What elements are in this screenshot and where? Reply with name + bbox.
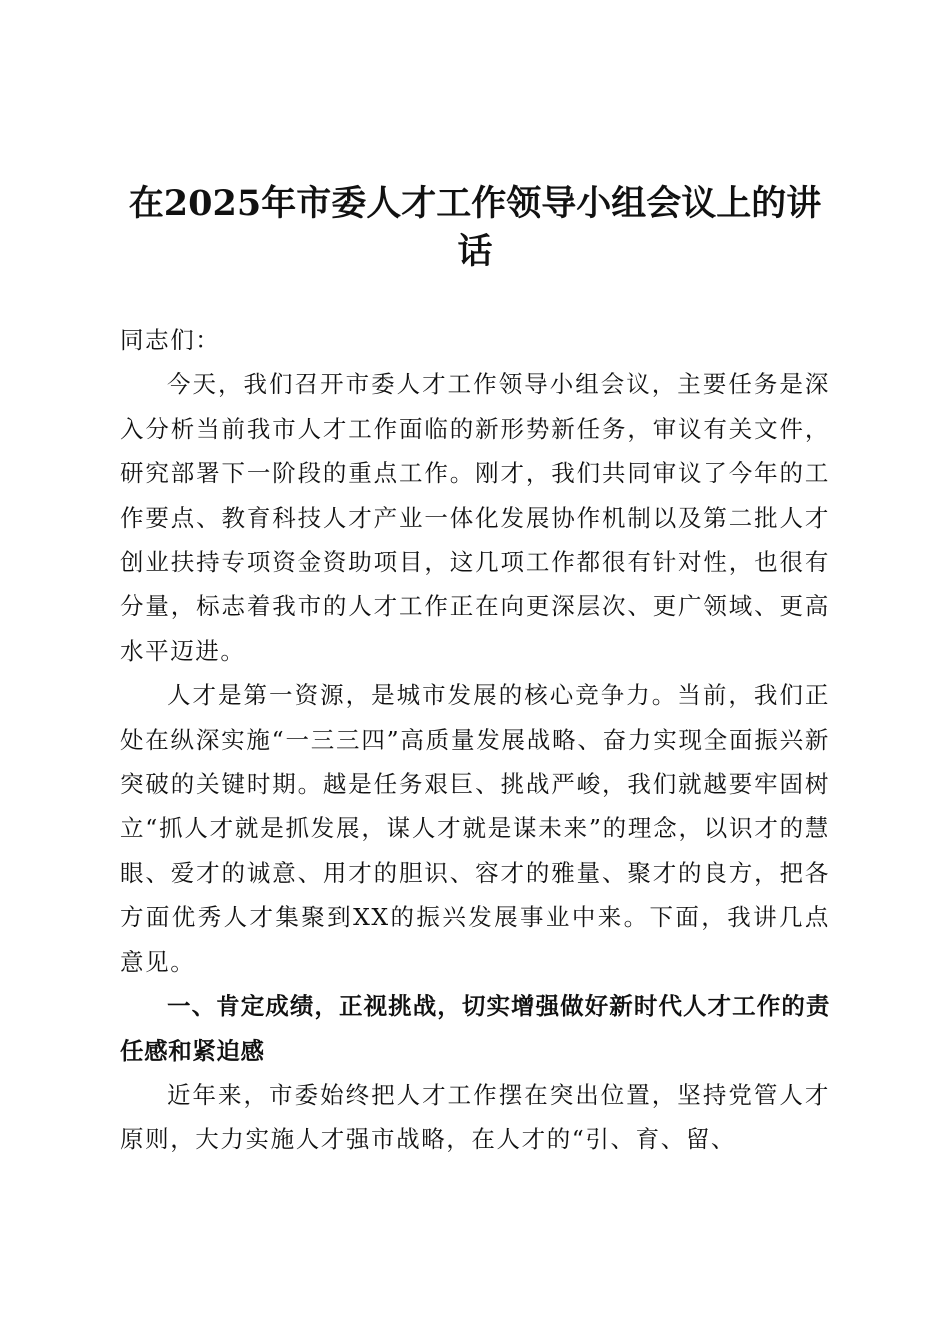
paragraph-opening: 今天，我们召开市委人才工作领导小组会议，主要任务是深入分析当前我市人才工作面临的新形势新任务，审议有关文件，研究部署下一阶段的重点工作。刚才，我们共同审议了今年的工作要点、教育科技人才产业一体化发展协作机制以及第二批人才创业扶持专项资金资助项目，这几项工作都很有针对性，也很有分量，标志着我市的人才工作正在向更深层次、更广领域、更高水平迈进。 (120, 370, 830, 665)
section-heading-1: 一、肯定成绩，正视挑战，切实增强做好新时代人才工作的责任感和紧迫感 (120, 992, 830, 1065)
document-title: 在2025年市委人才工作领导小组会议上的讲话 (128, 183, 822, 272)
document-body (120, 318, 830, 1162)
salutation: 同志们： (120, 326, 221, 354)
paragraph-section-1: 近年来，市委始终把人才工作摆在突出位置，坚持党管人才原则，大力实施人才强市战略，在人才的“引、育、留、 (120, 1080, 830, 1154)
paragraph-talent-resource: 人才是第一资源，是城市发展的核心竞争力。当前，我们正处在纵深实施“一三三四”高质量发展战略、奋力实现全面振兴新突破的关键时期。越是任务艰巨、挑战严峻，我们就越要牢固树立“抓人才就是抓发展，谋人才就是谋未来”的理念，以识才的慧眼、爱才的诚意、用才的胆识、容才的雅量、聚才的良方，把各方面优秀人才集聚到XX的振兴发展事业中来。下面，我讲几点意见。 (120, 681, 830, 976)
